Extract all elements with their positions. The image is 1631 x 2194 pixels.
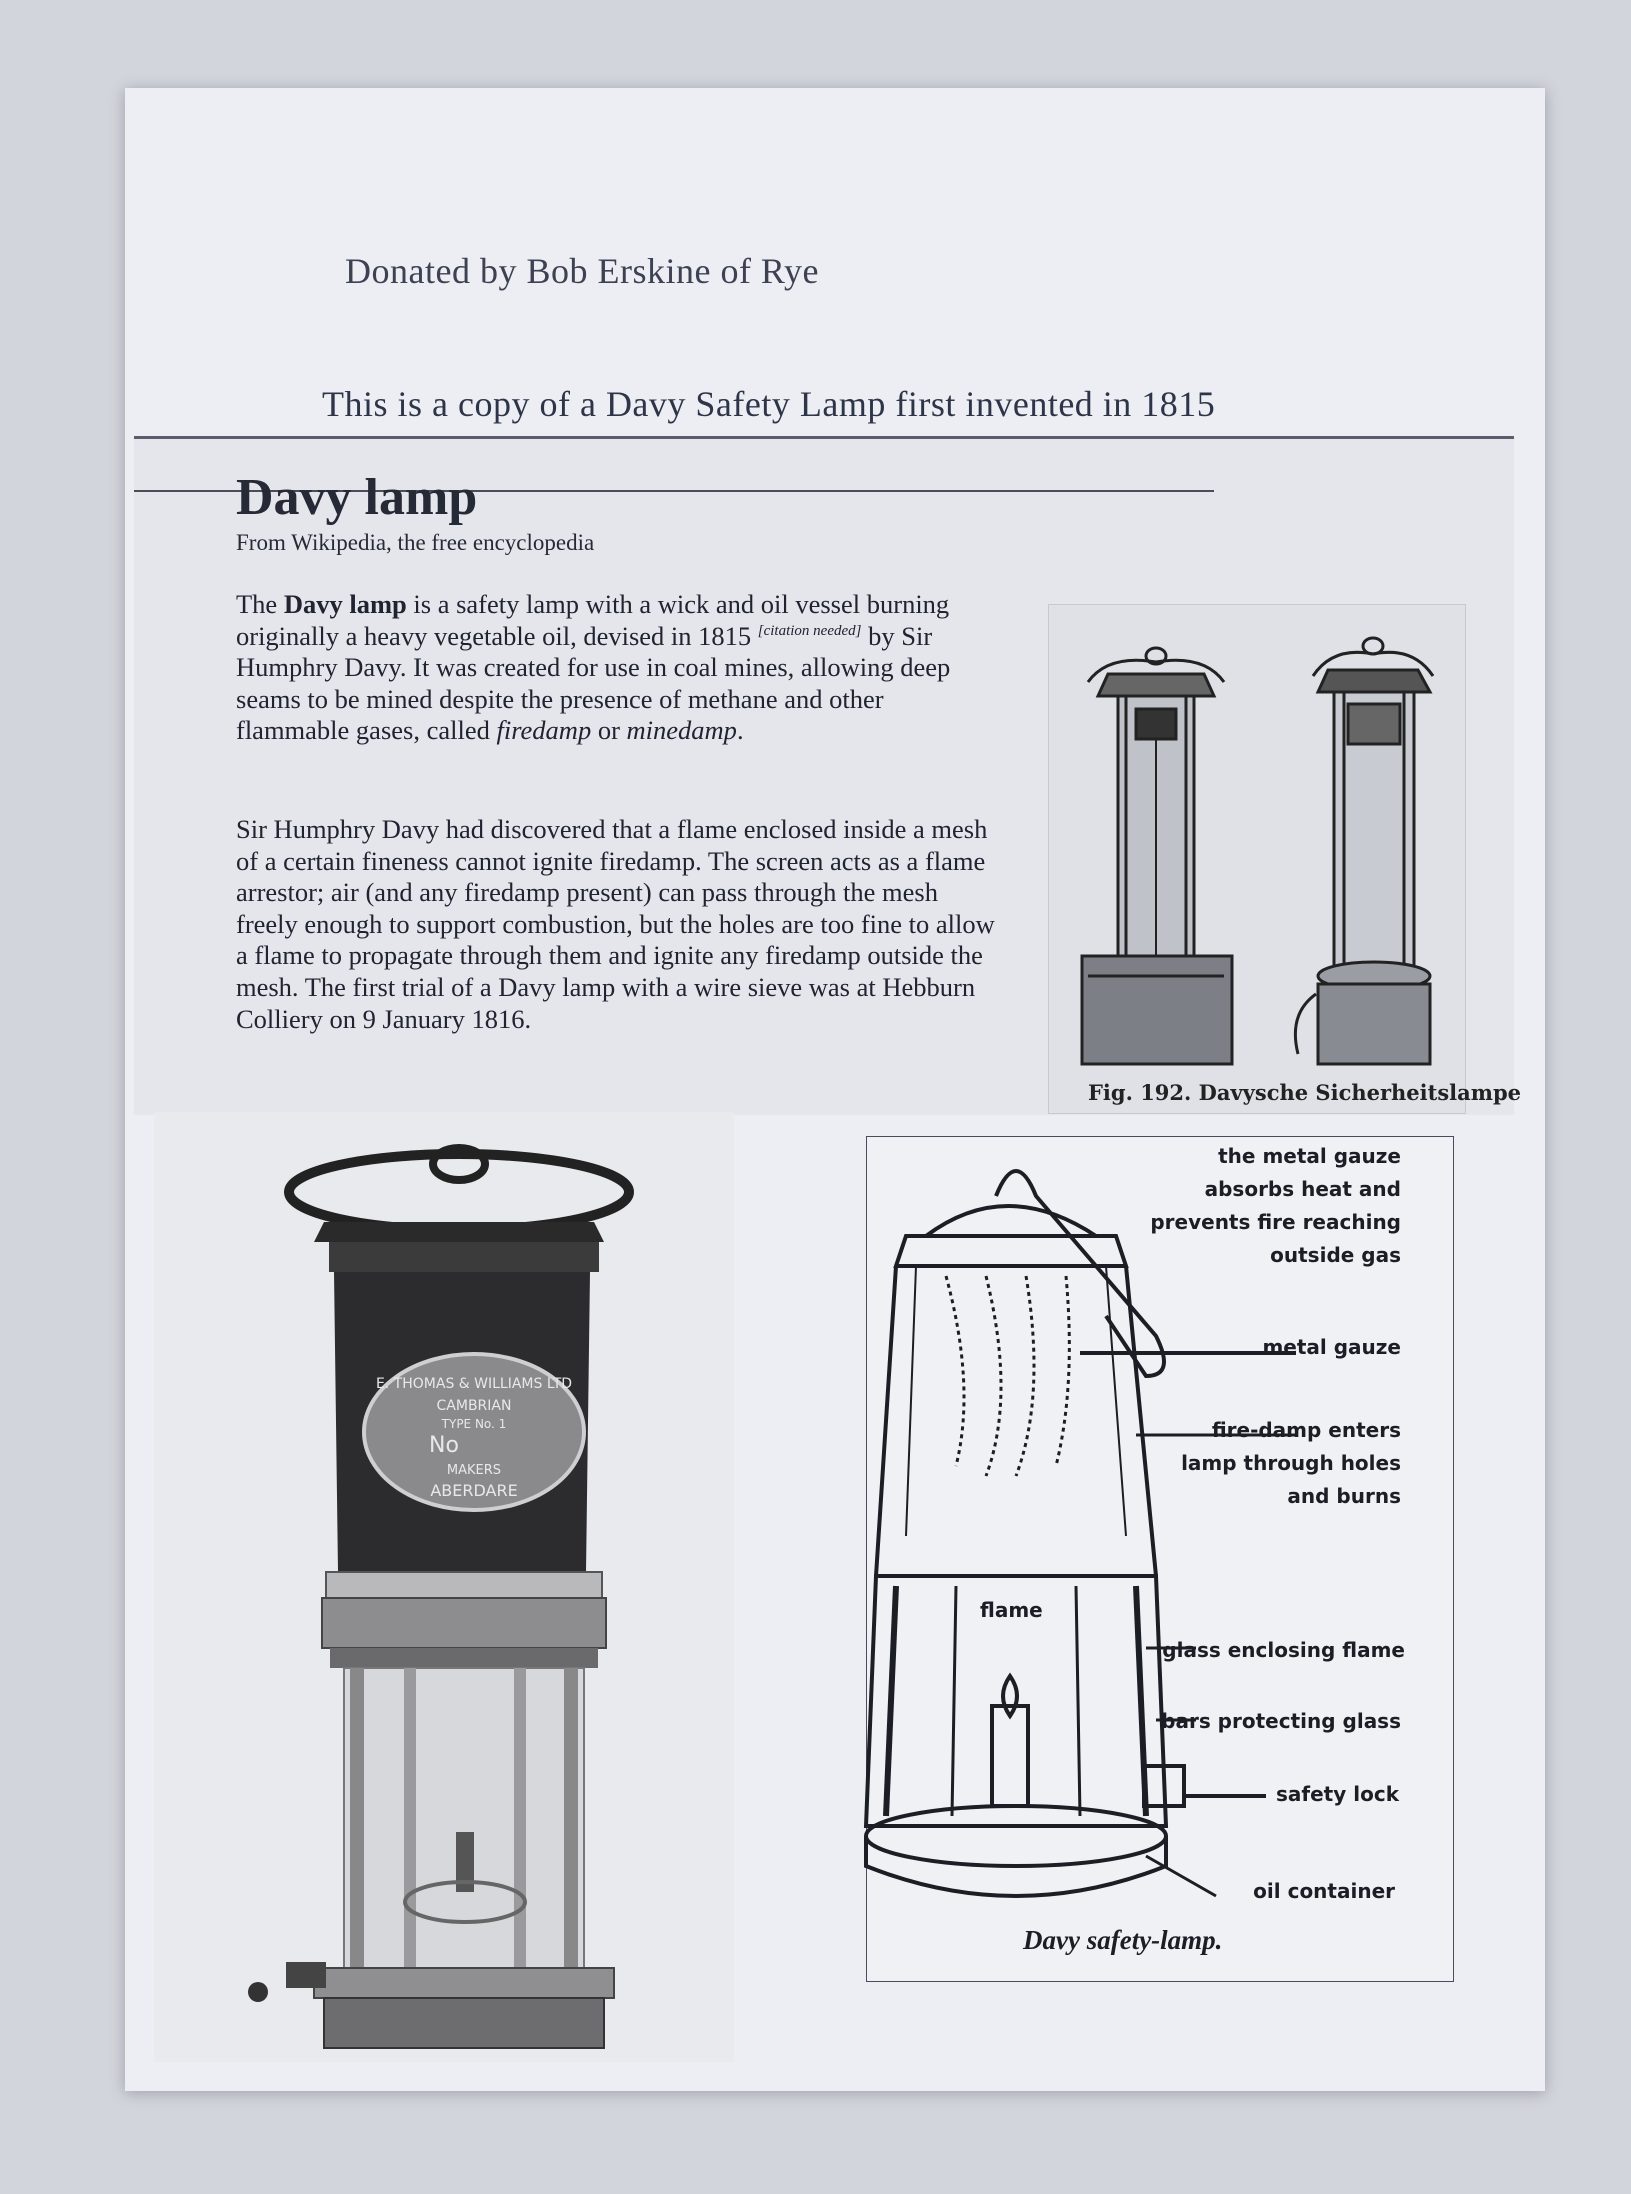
engraving-lamps-illustration [1048,604,1464,1074]
label-metal-gauze: metal gauze [1262,1335,1401,1359]
label-gauze-absorbs: the metal gauze absorbs heat and prevents fire reaching outside gas [1150,1144,1401,1267]
plate-makers-text: MAKERS [446,1463,502,1478]
plate-number-text: No [429,1433,459,1458]
label-flame: flame [980,1598,1043,1622]
article-title: Davy lamp [236,469,478,526]
plate-model-text: CAMBRIAN [436,1398,512,1414]
label-glass-enclosing: glass enclosing flame [1162,1638,1405,1662]
article-paragraph-1: The Davy lamp is a safety lamp with a wick and oil vessel burning originally a heavy vegetable oil, devised in 1815 [citation needed] by Sir Humphry Davy. It was created for use in coal mines, allowing deep seams to be mined despite the presence of methane and other flammable gases, called firedamp or minedamp. [236,589,951,746]
diagram-caption: Davy safety-lamp. [1023,1925,1223,1955]
label-safety-lock: safety lock [1276,1782,1399,1806]
article-paragraph-2: Sir Humphry Davy had discovered that a flame enclosed inside a mesh of a certain fineness cannot ignite firedamp. The screen acts as a flame arrestor; air (and any firedamp present) can pass through the mesh freely enough to support combustion, but the holes are too fine to allow a flame to propagate through them and ignite any firedamp outside the mesh. The first trial of a Davy lamp with a wire sieve was at Hebburn Colliery on 9 January 1816. [236,814,995,1034]
plate-town-text: ABERDARE [430,1481,518,1500]
plate-maker-text: E. THOMAS & WILLIAMS LTD [375,1376,573,1392]
article-subtitle: From Wikipedia, the free encyclopedia [236,530,595,555]
lamp-photo-illustration [154,1112,734,2062]
label-bars-protecting: bars protecting glass [1161,1709,1401,1733]
figure-caption: Fig. 192. Davysche Sicherheitslampe [1088,1080,1522,1105]
label-oil-container: oil container [1253,1879,1395,1903]
plate-type-text: TYPE No. 1 [441,1417,507,1431]
label-firedamp-enters: fire-damp enters lamp through holes and burns [1181,1418,1401,1508]
copy-note: This is a copy of a Davy Safety Lamp first invented in 1815 [322,384,1216,424]
donation-note: Donated by Bob Erskine of Rye [345,251,819,291]
citation-needed: [citation needed] [757,622,862,639]
